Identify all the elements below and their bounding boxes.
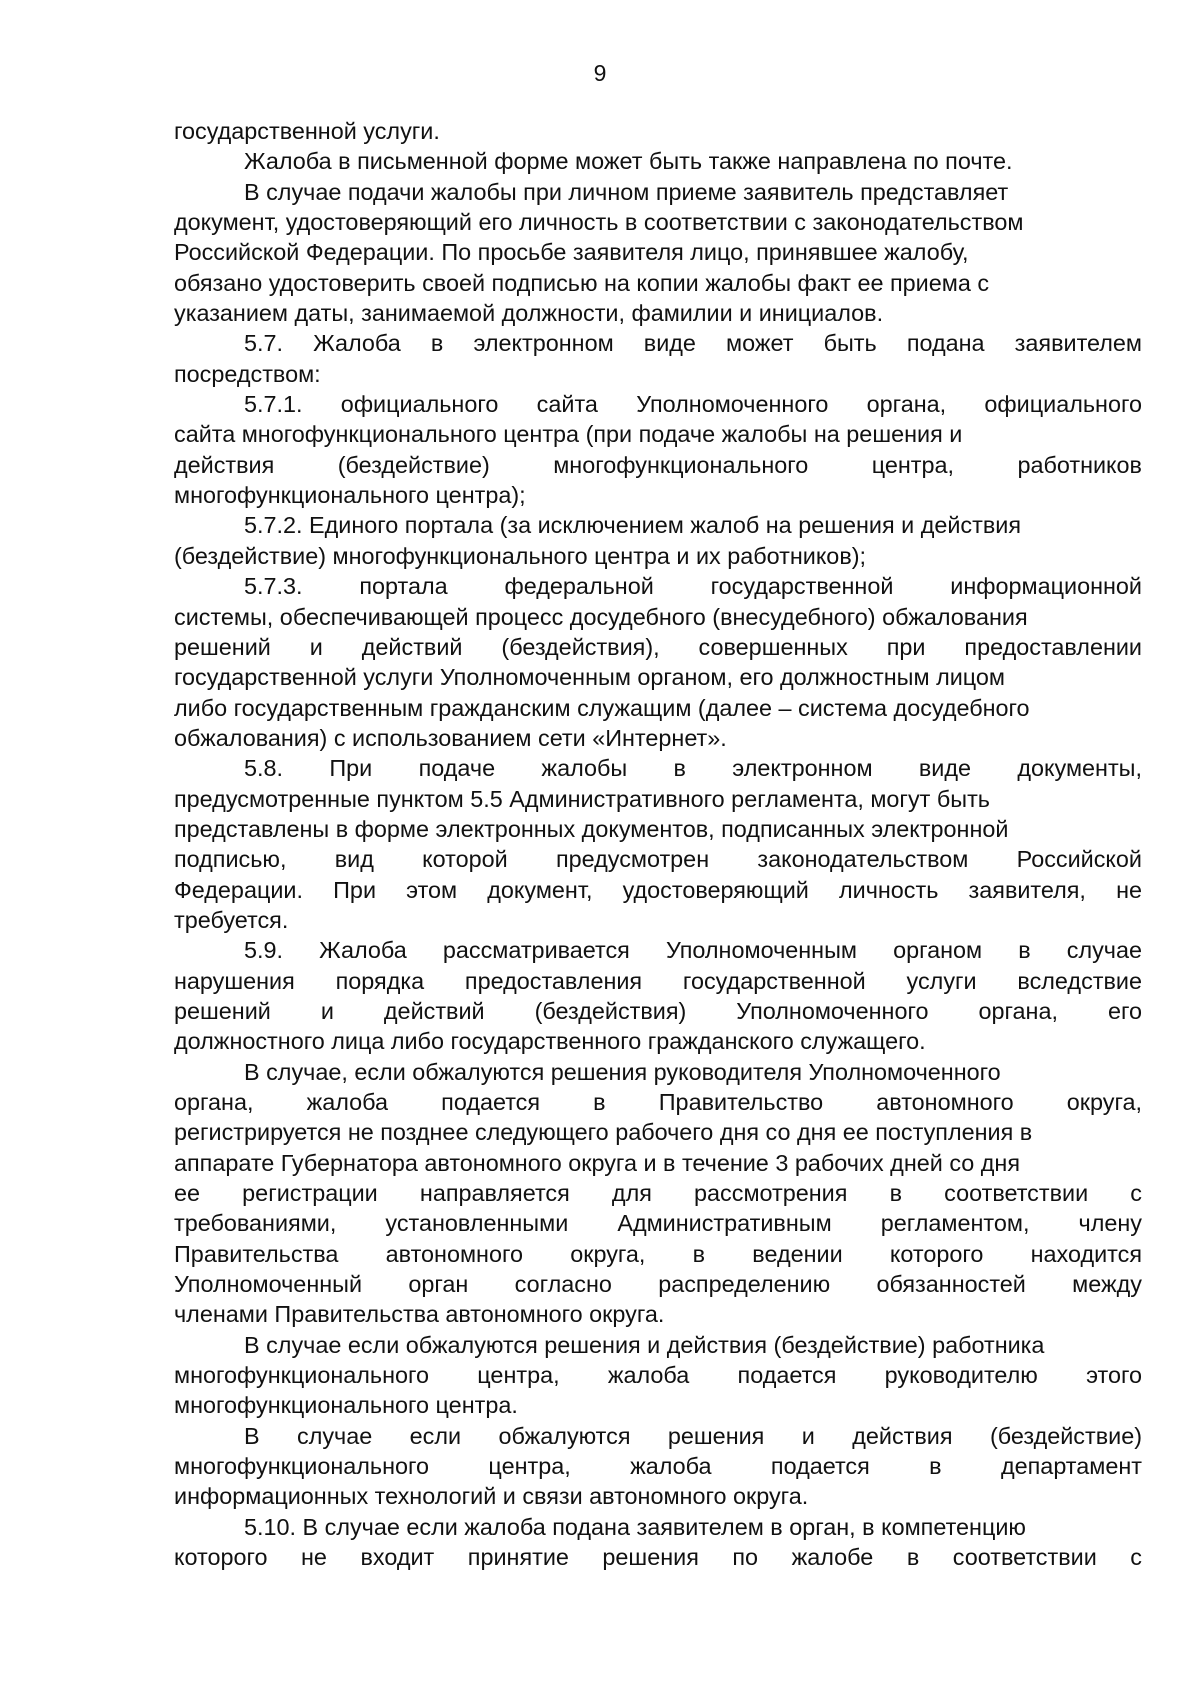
text-line: документ, удостоверяющий его личность в соответствии с законодательством — [174, 209, 1024, 236]
text-line: В случае если обжалуются решения и действия (бездействие) работника — [244, 1331, 1045, 1358]
text-line: предусмотренные пунктом 5.5 Административного регламента, могут быть — [174, 785, 990, 812]
text-line: государственной услуги Уполномоченным органом, его должностным лицом — [174, 664, 1006, 691]
text-line: 5.7.1. официального сайта Уполномоченного органа, официального — [244, 391, 1142, 418]
text-line: должностного лица либо государственного гражданского служащего. — [174, 1028, 926, 1055]
text-line: аппарате Губернатора автономного округа и в течение 3 рабочих дней со дня — [174, 1149, 1021, 1176]
text-line: обжалования) с использованием сети «Интернет». — [174, 724, 727, 751]
text-line: 5.8. При подаче жалобы в электронном виде документы, — [244, 755, 1142, 782]
text-line: решений и действий (бездействия) Уполномоченного органа, его — [174, 997, 1142, 1024]
text-line: Российской Федерации. По просьбе заявителя лицо, принявшее жалобу, — [174, 239, 969, 266]
text-line: государственной услуги. — [174, 118, 440, 144]
text-line: В случае если обжалуются решения и действия (бездействие) — [244, 1422, 1142, 1449]
text-line: требуется. — [174, 906, 289, 933]
text-line: сайта многофункционального центра (при подаче жалобы на решения и — [174, 421, 963, 448]
text-line: решений и действий (бездействия), совершенных при предоставлении — [174, 633, 1142, 660]
text-line: многофункционального центра, жалоба подается руководителю этого — [174, 1362, 1142, 1389]
text-line: членами Правительства автономного округа. — [174, 1301, 665, 1328]
text-line: 5.9. Жалоба рассматривается Уполномоченным органом в случае — [244, 937, 1142, 964]
page-number: 9 — [593, 60, 607, 86]
text-line: многофункционального центра. — [174, 1392, 518, 1419]
text-line: многофункционального центра); — [174, 482, 526, 509]
text-line: Правительства автономного округа, в ведении которого находится — [174, 1240, 1142, 1267]
text-line: В случае подачи жалобы при личном приеме заявитель представляет — [244, 178, 1009, 205]
text-line: органа, жалоба подается в Правительство автономного округа, — [174, 1089, 1142, 1115]
document-body — [174, 116, 1142, 1573]
text-line: действия (бездействие) многофункционального центра, работников — [174, 451, 1142, 478]
text-line: системы, обеспечивающей процесс досудебного (внесудебного) обжалования — [174, 603, 1028, 630]
text-line: посредством: — [174, 360, 321, 387]
text-line: либо государственным гражданским служащим (далее – система досудебного — [174, 694, 1030, 721]
text-line: Уполномоченный орган согласно распределению обязанностей между — [174, 1271, 1142, 1298]
text-line: информационных технологий и связи автономного округа. — [174, 1483, 809, 1510]
text-line: ее регистрации направляется для рассмотрения в соответствии с — [174, 1180, 1142, 1207]
text-line: 5.7. Жалоба в электронном виде может быть подана заявителем — [244, 330, 1142, 357]
text-line: подписью, вид которой предусмотрен законодательством Российской — [174, 846, 1142, 873]
text-line: требованиями, установленными Административным регламентом, члену — [174, 1210, 1142, 1237]
text-line: многофункционального центра, жалоба подается в департамент — [174, 1453, 1142, 1480]
text-line: 5.7.3. портала федеральной государственной информационной — [244, 573, 1142, 600]
text-line: указанием даты, занимаемой должности, фамилии и инициалов. — [174, 300, 884, 327]
text-line: нарушения порядка предоставления государственной услуги вследствие — [174, 967, 1142, 994]
text-line: регистрируется не позднее следующего рабочего дня со дня ее поступления в — [174, 1119, 1033, 1146]
text-line: Федерации. При этом документ, удостоверяющий личность заявителя, не — [174, 876, 1142, 903]
text-line: представлены в форме электронных документов, подписанных электронной — [174, 815, 1009, 842]
text-line: В случае, если обжалуются решения руководителя Уполномоченного — [244, 1058, 1001, 1085]
text-line: Жалоба в письменной форме может быть также направлена по почте. — [244, 148, 1013, 175]
text-line: 5.10. В случае если жалоба подана заявителем в орган, в компетенцию — [244, 1513, 1026, 1540]
text-line: обязано удостоверить своей подписью на копии жалобы факт ее приема с — [174, 269, 990, 296]
text-line: (бездействие) многофункционального центра и их работников); — [174, 542, 867, 569]
text-line: которого не входит принятие решения по жалобе в соответствии с — [174, 1544, 1142, 1571]
text-line: 5.7.2. Единого портала (за исключением жалоб на решения и действия — [244, 512, 1021, 539]
